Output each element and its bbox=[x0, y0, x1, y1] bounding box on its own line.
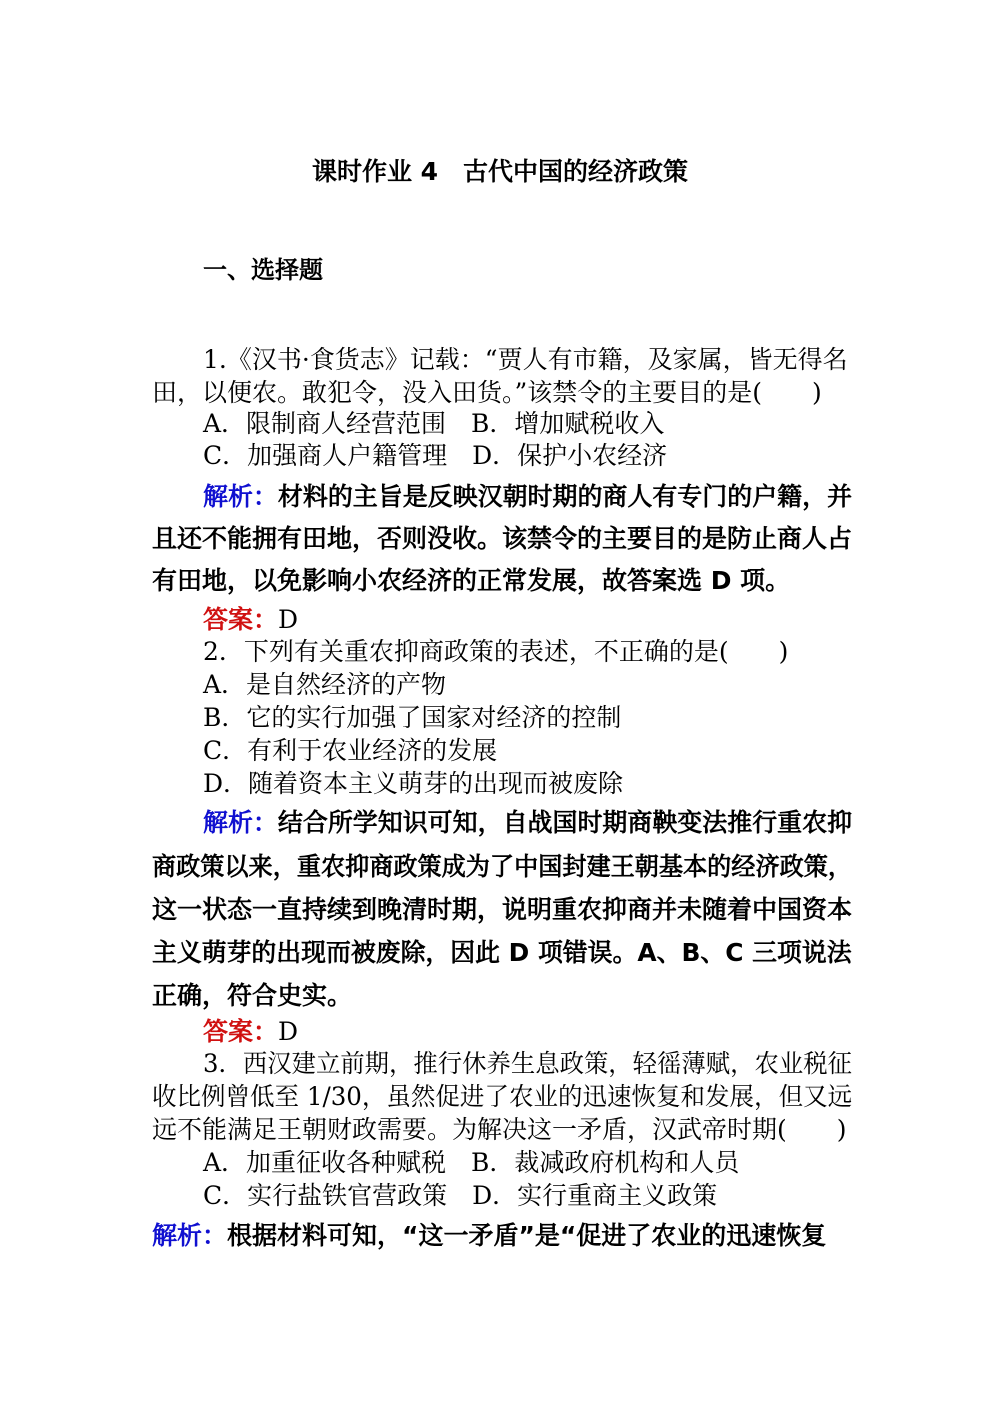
q2-stem: 2．下列有关重农抑商政策的表述，不正确的是( ) bbox=[203, 637, 789, 666]
q2-analysis-label: 解析： bbox=[203, 808, 278, 837]
q1-analysis-line-3: 有田地，以免影响小农经济的正常发展，故答案选 D 项。 bbox=[152, 566, 791, 595]
q3-analysis-text-1: 根据材料可知，“这一矛盾”是“促进了农业的迅速恢复 bbox=[227, 1221, 827, 1250]
q2-analysis-line-4: 主义萌芽的出现而被废除，因此 D 项错误。A、B、C 三项说法 bbox=[152, 938, 852, 967]
q1-analysis-line-2: 且还不能拥有田地，否则没收。该禁令的主要目的是防止商人占 bbox=[152, 524, 853, 553]
q2-analysis-line-3: 这一状态一直持续到晚清时期，说明重农抑商并未随着中国资本 bbox=[152, 895, 853, 924]
q1-options-a-b: A．限制商人经营范围 B．增加赋税收入 bbox=[203, 409, 665, 438]
q1-analysis-line-1 bbox=[203, 477, 852, 513]
q1-analysis-text-1: 材料的主旨是反映汉朝时期的商人有专门的户籍，并 bbox=[277, 482, 853, 511]
q2-analysis-text-1: 结合所学知识可知，自战国时期商鞅变法推行重农抑 bbox=[277, 808, 853, 837]
q3-options-c-d: C．实行盐铁官营政策 D．实行重商主义政策 bbox=[203, 1181, 718, 1210]
section-heading: 一、选择题 bbox=[203, 256, 323, 284]
q1-answer-value: D bbox=[278, 605, 299, 634]
page-title: 课时作业 4 古代中国的经济政策 bbox=[311, 157, 689, 186]
q2-analysis-line-1 bbox=[203, 803, 852, 839]
q1-stem-line-1: 1.《汉书·食货志》记载：“贾人有市籍，及家属，皆无得名 bbox=[203, 345, 848, 374]
q1-answer bbox=[203, 600, 298, 636]
q1-analysis-label: 解析： bbox=[203, 482, 278, 511]
q2-answer bbox=[203, 1012, 298, 1048]
q3-analysis-label: 解析： bbox=[152, 1221, 228, 1250]
q1-options-c-d: C．加强商人户籍管理 D．保护小农经济 bbox=[203, 441, 668, 470]
q3-stem-line-3: 远不能满足王朝财政需要。为解决这一矛盾，汉武帝时期( ) bbox=[152, 1115, 847, 1144]
q2-answer-label: 答案： bbox=[203, 1017, 279, 1046]
q2-option-d: D．随着资本主义萌芽的出现而被废除 bbox=[203, 769, 624, 798]
q3-analysis-line-1 bbox=[152, 1216, 826, 1252]
q2-option-c: C．有利于农业经济的发展 bbox=[203, 736, 498, 765]
q1-stem-line-2: 田，以便农。敢犯令，没入田货。”该禁令的主要目的是( ) bbox=[152, 378, 822, 407]
q3-options-a-b: A．加重征收各种赋税 B．裁减政府机构和人员 bbox=[203, 1148, 740, 1177]
q2-analysis-line-2: 商政策以来，重农抑商政策成为了中国封建王朝基本的经济政策， bbox=[152, 852, 853, 881]
q1-answer-label: 答案： bbox=[203, 605, 279, 634]
q2-option-a: A．是自然经济的产物 bbox=[203, 670, 447, 699]
q2-analysis-line-5: 正确，符合史实。 bbox=[152, 981, 353, 1010]
q3-stem-line-1: 3．西汉建立前期，推行休养生息政策，轻徭薄赋，农业税征 bbox=[203, 1049, 852, 1078]
q2-answer-value: D bbox=[278, 1017, 299, 1046]
q2-option-b: B．它的实行加强了国家对经济的控制 bbox=[203, 703, 622, 732]
q3-stem-line-2: 收比例曾低至 1/30，虽然促进了农业的迅速恢复和发展，但又远 bbox=[152, 1082, 853, 1111]
